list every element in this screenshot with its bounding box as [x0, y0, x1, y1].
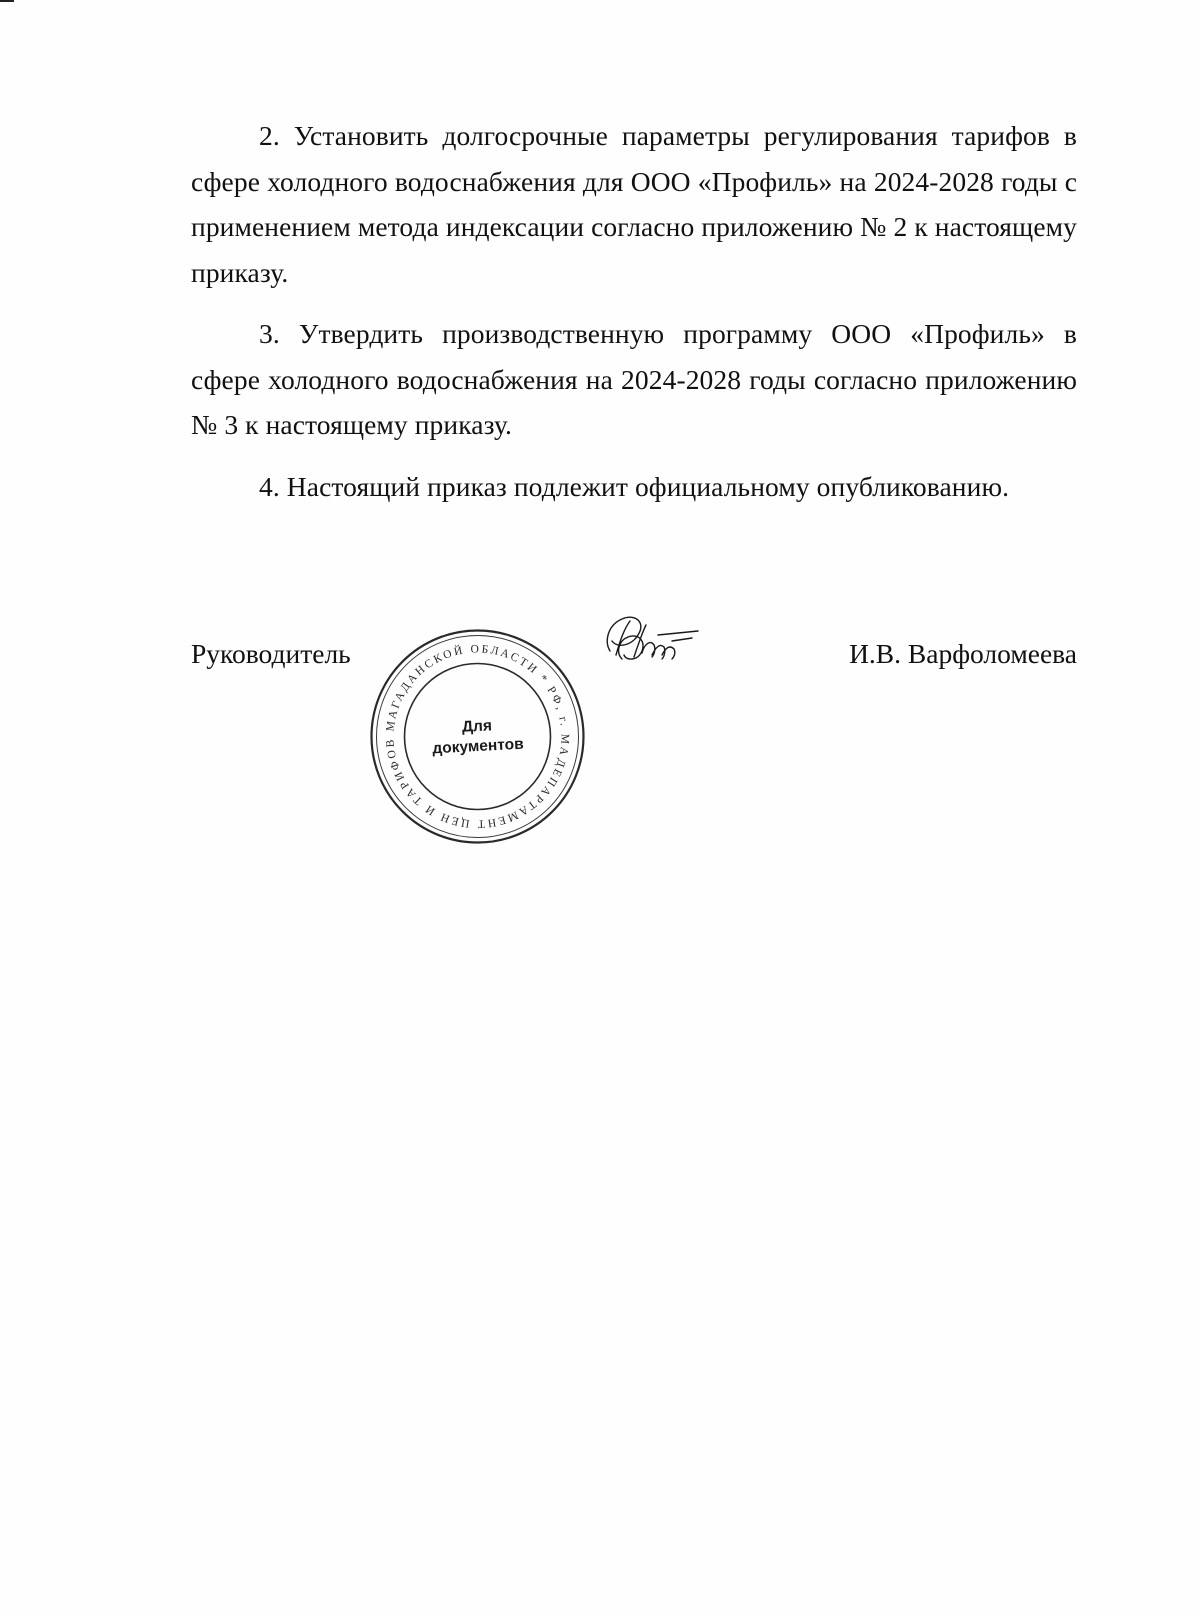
document-body: [191, 113, 1077, 525]
signatory-name: И.В. Варфоломеева: [849, 638, 1077, 669]
scan-corner-mark: [0, 0, 14, 2]
official-stamp: [365, 624, 590, 849]
stamp-center: [359, 618, 595, 854]
signatory-title: Руководитель: [191, 638, 351, 669]
paragraph-3: 3. Утвердить производственную программу ООО «Профиль» в сфере холодного водоснабжения на 2024-2028 годы согласно приложению № 3 к настоящему приказу.: [191, 318, 1077, 440]
handwritten-signature: [602, 611, 702, 677]
stamp-center-line-1: Для: [461, 716, 493, 736]
stamp-center-line-2: документов: [431, 735, 525, 757]
stamp-ring-text: ДЕПАРТАМЕНТ ЦЕН И ТАРИФОВ МАГАДАНСКОЙ ОБЛАСТИ * РФ, г. МАГАДАН: [384, 643, 571, 830]
paragraph-4: 4. Настоящий приказ подлежит официальному опубликованию.: [259, 470, 1010, 502]
paragraph-2: 2. Установить долгосрочные параметры регулирования тарифов в сфере холодного водоснабжения для ООО «Профиль» на 2024-2028 годы с применением метода индексации согласно приложению № 2 к настоящему приказу.: [191, 120, 1077, 288]
